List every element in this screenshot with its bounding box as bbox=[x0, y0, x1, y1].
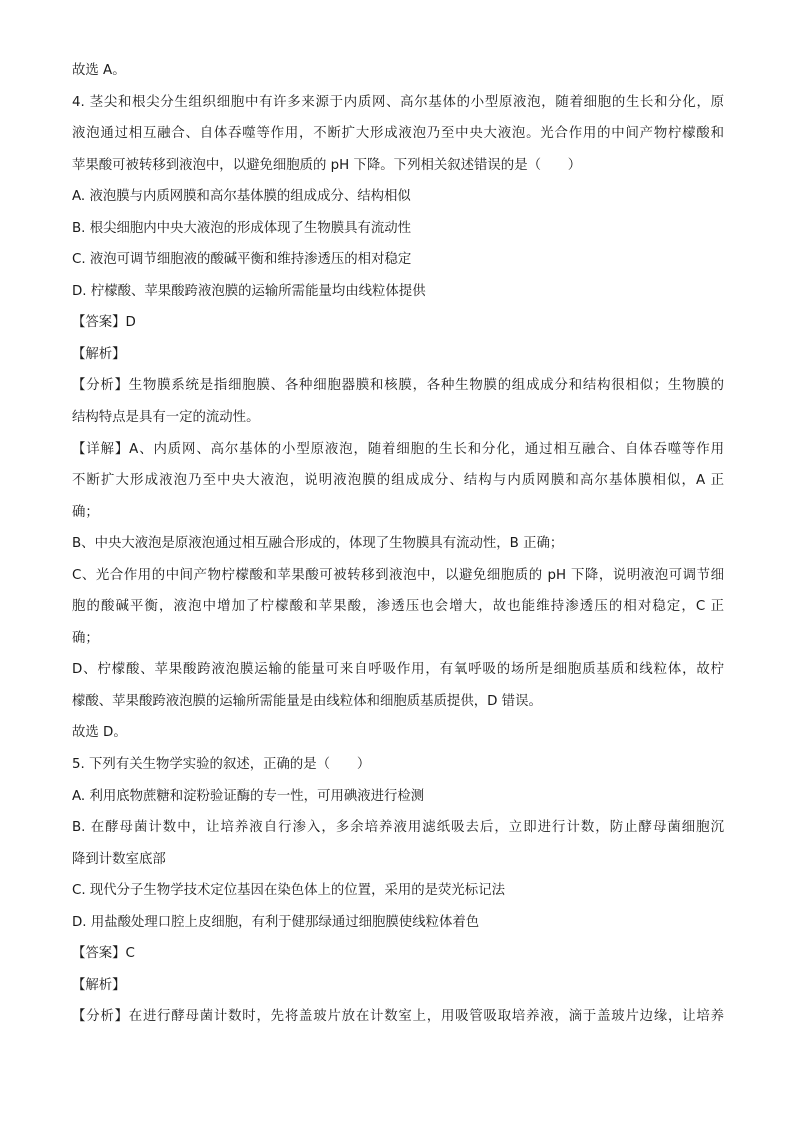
question-5-option-b: B. 在酵母菌计数中，让培养液自行渗入，多余培养液用滤纸吸去后，立即进行计数，防止酵母菌细胞沉 bbox=[72, 820, 724, 836]
question-4-explanation-heading: 【解析】 bbox=[72, 346, 126, 362]
question-5-stem: 5. 下列有关生物学实验的叙述，正确的是（ ） bbox=[72, 757, 371, 773]
question-4-detail: 确； bbox=[72, 504, 99, 520]
question-4-stem: 苹果酸可被转移到液泡中，以避免细胞质的 pH 下降。下列相关叙述错误的是（ ） bbox=[72, 157, 582, 173]
question-5-explanation-heading: 【解析】 bbox=[72, 977, 126, 993]
question-4-option-d: D. 柠檬酸、苹果酸跨液泡膜的运输所需能量均由线粒体提供 bbox=[72, 283, 426, 299]
question-4-analysis: 结构特点是具有一定的流动性。 bbox=[72, 410, 260, 426]
question-5-option-b: 降到计数室底部 bbox=[72, 851, 166, 867]
answer-conclusion-q4: 故选 D。 bbox=[72, 725, 127, 741]
question-4-stem: 4. 茎尖和根尖分生组织细胞中有许多来源于内质网、高尔基体的小型原液泡，随着细胞的生长和分化，原 bbox=[72, 94, 724, 110]
question-4-analysis: 【分析】生物膜系统是指细胞膜、各种细胞器膜和核膜，各种生物膜的组成成分和结构很相似；生物膜的 bbox=[72, 378, 724, 394]
question-4-detail: C、光合作用的中间产物柠檬酸和苹果酸可被转移到液泡中，以避免细胞质的 pH 下降，说明液泡可调节细 bbox=[72, 567, 724, 583]
answer-conclusion-q3: 故选 A。 bbox=[72, 63, 126, 78]
question-4-option-b: B. 根尖细胞内中央大液泡的形成体现了生物膜具有流动性 bbox=[72, 220, 412, 236]
question-4-option-c: C. 液泡可调节细胞液的酸碱平衡和维持渗透压的相对稳定 bbox=[72, 252, 412, 268]
question-4-detail: 檬酸、苹果酸跨液泡膜的运输所需能量是由线粒体和细胞质基质提供，D 错误。 bbox=[72, 693, 542, 709]
question-4-detail: D、柠檬酸、苹果酸跨液泡膜运输的能量可来自呼吸作用，有氧呼吸的场所是细胞质基质和线粒体，故柠 bbox=[72, 662, 724, 678]
question-4-detail: 不断扩大形成液泡乃至中央大液泡，说明液泡膜的组成成分、结构与内质网膜和高尔基体膜相似，A 正 bbox=[72, 473, 724, 489]
question-5-option-a: A. 利用底物蔗糖和淀粉验证酶的专一性，可用碘液进行检测 bbox=[72, 788, 425, 804]
question-5-option-d: D. 用盐酸处理口腔上皮细胞，有利于健那绿通过细胞膜使线粒体着色 bbox=[72, 914, 480, 930]
question-4-detail: 胞的酸碱平衡，液泡中增加了柠檬酸和苹果酸，渗透压也会增大，故也能维持渗透压的相对稳定，C 正 bbox=[72, 599, 724, 615]
question-5-analysis: 【分析】在进行酵母菌计数时，先将盖玻片放在计数室上，用吸管吸取培养液，滴于盖玻片边缘，让培养 bbox=[72, 1009, 724, 1025]
question-4-detail: B、中央大液泡是原液泡通过相互融合形成的，体现了生物膜具有流动性，B 正确； bbox=[72, 536, 564, 552]
question-4-option-a: A. 液泡膜与内质网膜和高尔基体膜的组成成分、结构相似 bbox=[72, 189, 411, 205]
document-body bbox=[72, 62, 724, 1040]
question-4-stem: 液泡通过相互融合、自体吞噬等作用，不断扩大形成液泡乃至中央大液泡。光合作用的中间产物柠檬酸和 bbox=[72, 126, 724, 142]
question-4-detail: 确； bbox=[72, 630, 99, 646]
question-5-answer: 【答案】C bbox=[72, 946, 135, 962]
question-4-answer: 【答案】D bbox=[72, 315, 136, 331]
question-4-detail: 【详解】A、内质网、高尔基体的小型原液泡，随着细胞的生长和分化，通过相互融合、自体吞噬等作用 bbox=[72, 441, 724, 457]
question-5-option-c: C. 现代分子生物学技术定位基因在染色体上的位置，采用的是荧光标记法 bbox=[72, 883, 505, 899]
